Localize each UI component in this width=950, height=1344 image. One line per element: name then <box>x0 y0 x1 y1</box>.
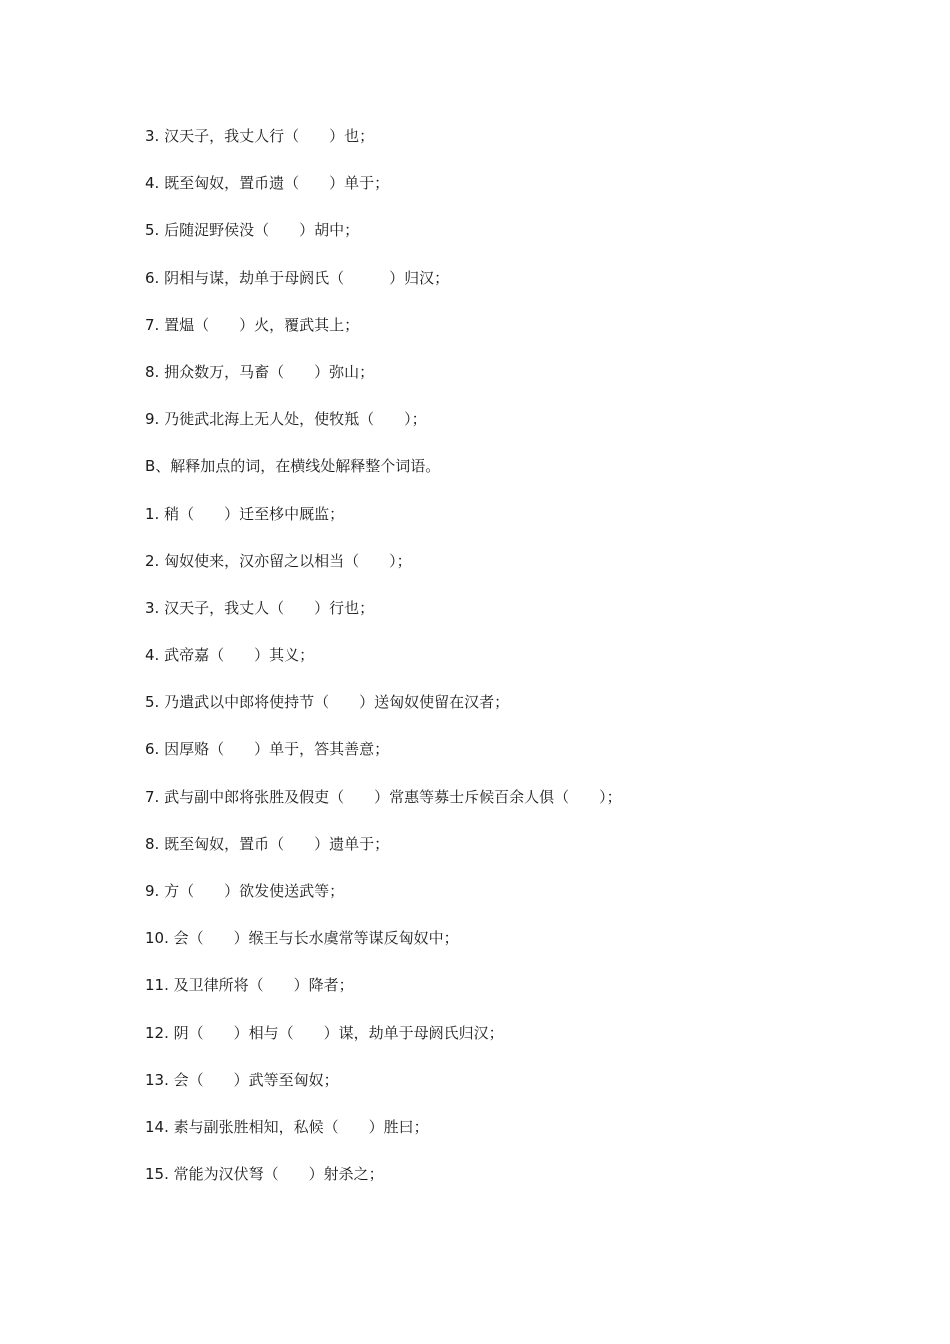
section-heading: B、解释加点的词，在横线处解释整个词语。 <box>145 457 441 476</box>
item-text: 武与副中郎将张胜及假吏（ ）常惠等募士斥候百余人俱（ ）； <box>164 787 622 806</box>
list-item <box>145 594 905 641</box>
item-text: 拥众数万，马畜（ ）弥山； <box>164 362 375 381</box>
item-text: 会（ ）武等至匈奴； <box>173 1070 339 1089</box>
item-number: 7. <box>145 315 160 334</box>
item-number: 13. <box>145 1070 169 1089</box>
list-item <box>145 358 905 405</box>
list-item <box>145 783 905 830</box>
list-item <box>145 169 905 216</box>
list-item <box>145 216 905 263</box>
item-number: 3. <box>145 127 160 145</box>
item-text: 置煴（ ）火，覆武其上； <box>164 315 360 334</box>
item-number: 5. <box>145 693 160 712</box>
item-text: 因厚赂（ ）单于，答其善意； <box>164 740 390 759</box>
item-number: 8. <box>145 362 160 381</box>
list-item <box>145 688 905 735</box>
item-text: 乃遣武以中郎将使持节（ ）送匈奴使留在汉者； <box>164 693 510 712</box>
item-text: 武帝嘉（ ）其义； <box>164 646 315 665</box>
item-number: 2. <box>145 551 160 570</box>
list-item <box>145 924 905 971</box>
item-number: 11. <box>145 976 169 995</box>
list-item <box>145 547 905 594</box>
item-number: 6. <box>145 740 160 759</box>
item-number: 6. <box>145 268 160 287</box>
item-number: 15. <box>145 1165 169 1184</box>
list-item <box>145 641 905 688</box>
item-number: 9. <box>145 410 160 429</box>
item-number: 4. <box>145 174 160 193</box>
list-item <box>145 971 905 1018</box>
item-text: 汉天子，我丈人（ ）行也； <box>164 598 375 617</box>
exercise-list <box>145 122 905 1207</box>
item-text: 既至匈奴，置币（ ）遗单于； <box>164 834 390 853</box>
list-item <box>145 877 905 924</box>
item-number: 4. <box>145 646 160 665</box>
list-item <box>145 122 905 169</box>
item-number: 7. <box>145 787 160 806</box>
list-item <box>145 1113 905 1160</box>
item-text: 后随浞野侯没（ ）胡中； <box>164 221 360 240</box>
item-number: 9. <box>145 882 160 900</box>
item-number: 8. <box>145 834 160 853</box>
item-text: 阴相与谋，劫单于母阏氏（ ）归汉； <box>164 268 450 287</box>
item-text: 及卫律所将（ ）降者； <box>173 976 354 995</box>
item-number: 10. <box>145 929 169 948</box>
item-text: 会（ ）缑王与长水虞常等谋反匈奴中； <box>173 929 459 948</box>
item-number: 3. <box>145 598 160 617</box>
item-text: 素与副张胜相知，私候（ ）胜曰； <box>173 1117 429 1136</box>
list-item <box>145 500 905 547</box>
item-number: 1. <box>145 504 160 523</box>
list-item <box>145 1160 905 1207</box>
item-number: 12. <box>145 1023 169 1042</box>
item-text: 匈奴使来，汉亦留之以相当（ ）； <box>164 551 412 570</box>
item-text: 既至匈奴，置币遗（ ）单于； <box>164 174 390 193</box>
item-text: 汉天子，我丈人行（ ）也； <box>164 127 375 145</box>
item-text: 方（ ）欲发使送武等； <box>164 882 345 900</box>
item-text: 乃徙武北海上无人处，使牧羝（ ）； <box>164 410 427 429</box>
list-item <box>145 405 905 452</box>
item-text: 稍（ ）迁至栘中厩监； <box>164 504 345 523</box>
item-text: 阴（ ）相与（ ）谋，劫单于母阏氏归汉； <box>173 1023 504 1042</box>
list-item <box>145 830 905 877</box>
list-item <box>145 1019 905 1066</box>
item-number: 14. <box>145 1117 169 1136</box>
list-item <box>145 311 905 358</box>
item-number: 5. <box>145 221 160 240</box>
list-item <box>145 1066 905 1113</box>
list-item <box>145 264 905 311</box>
list-item <box>145 735 905 782</box>
item-text: 常能为汉伏弩（ ）射杀之； <box>173 1165 384 1184</box>
